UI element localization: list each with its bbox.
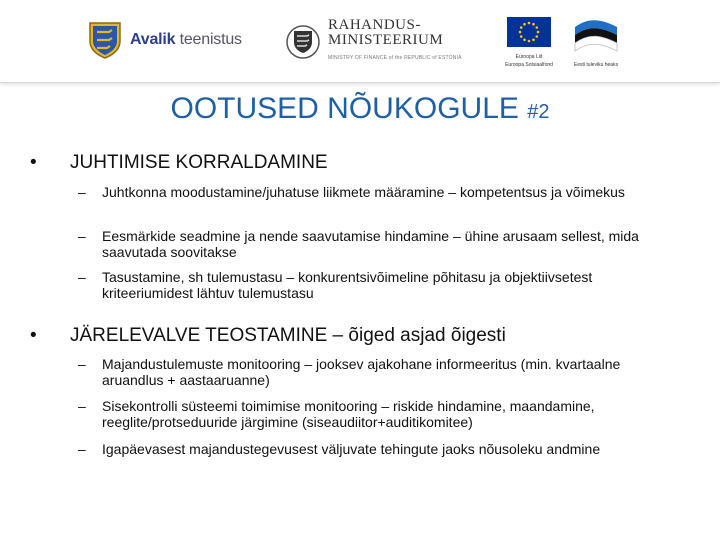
sub-item-text: Majandustulemuste monitooring – jooksev ajakohane informeeritus (min. kvartaalne aruandlus + aastaaruanne) (102, 356, 621, 388)
ministry-name-english: MINISTRY OF FINANCE of the REPUBLIC of ESTONIA (328, 55, 462, 61)
estonian-flag-wave-icon (571, 17, 621, 55)
title-main: OOTUSED NÕUKOGULE (170, 92, 519, 125)
est-caption: Eesti tuleviku heaks (573, 62, 619, 68)
dash-mark: – (78, 398, 86, 414)
sub-item-text: Igapäevasest majandustegevusest väljuvate tehingute jaoks nõusoleku andmine (102, 441, 601, 457)
eu-flag-logo (505, 17, 553, 68)
slide-title (0, 92, 720, 126)
bullet-label: JUHTIMISE KORRALDAMINE (70, 152, 328, 173)
eu-star (528, 40, 531, 43)
ministry-emblem-icon (286, 23, 320, 61)
ministry-name-line1: RAHANDUS- (328, 17, 421, 33)
dash-mark: – (78, 356, 86, 372)
bullet-mark: • (30, 325, 37, 346)
eu-star (535, 35, 538, 38)
eu-star (523, 38, 526, 41)
eu-flag-icon (507, 17, 551, 47)
sub-item-text: Eesmärkide seadmine ja nende saavutamise hindamine – ühine arusaam sellest, mida saavutada soovitakse (102, 228, 639, 260)
title-number: #2 (527, 101, 550, 123)
eesti-tuleviku-heaks-logo (566, 17, 626, 68)
eu-star (519, 31, 522, 34)
eu-caption-line2: Euroopa Sotsiaalfond (505, 62, 553, 68)
bullet-label: JÄRELEVALVE TEOSTAMINE – õiged asjad õigesti (70, 325, 506, 346)
eu-star (520, 35, 523, 38)
sub-item-text: Juhtkonna moodustamine/juhatuse liikmete määramine – kompetentsus ja võimekus (102, 184, 625, 200)
eu-star (537, 31, 540, 34)
avalik-teenistus-logo (88, 20, 242, 60)
brand-light: teenistus (179, 31, 242, 48)
eu-star (520, 26, 523, 29)
dash-mark: – (78, 184, 86, 200)
eu-star (528, 22, 531, 25)
sub-item-text: Sisekontrolli süsteemi toimimise monitooring – riskide hindamine, maandamine, reeglite/protseduuride järgimine (siseaudiitor+auditikomitee) (102, 398, 595, 430)
dash-mark: – (78, 269, 86, 285)
eu-caption-line1: Euroopa Liit (515, 54, 543, 60)
bullet-mark: • (30, 152, 37, 173)
header-logo-bar (0, 0, 720, 83)
eu-star (532, 23, 535, 26)
coat-of-arms-icon (88, 21, 122, 59)
brand-bold: Avalik (130, 31, 176, 48)
dash-mark: – (78, 228, 86, 244)
eu-star (532, 38, 535, 41)
eu-star (535, 26, 538, 29)
eu-star (523, 23, 526, 26)
dash-mark: – (78, 441, 86, 457)
ministry-name-line2: MINISTEERIUM (328, 32, 444, 48)
sub-item-text: Tasustamine, sh tulemustasu – konkurentsivõimeline põhitasu ja objektiivsetest kriteeriumidest lähtuv tulemustasu (102, 269, 593, 301)
rahandusministeerium-logo (286, 18, 462, 66)
